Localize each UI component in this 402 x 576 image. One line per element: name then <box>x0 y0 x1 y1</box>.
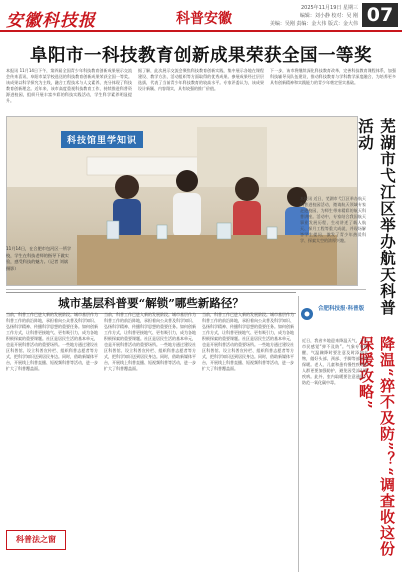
column-rule <box>298 296 299 572</box>
editor-line: 编辑：刘小静 校对：吴 刚 <box>299 13 358 19</box>
column-label: 科普法之窗 <box>16 535 56 544</box>
sub-headline: 城市基层科普要“解锁”哪些新路径？ <box>6 292 296 314</box>
page-number: 07 <box>362 3 398 27</box>
side-article-body: 本报讯 近日，芜湖市弋江区举办航天科普进校园活动，邀请航天领域专家走进校园，为师生带来精彩的航天科普讲座。活动中，专家结合我国航天事业发展历程，生动讲述了载人航天、探月工程等重大成就，并现场解答学生提问，激发了青少年热爱科学、探索太空的浓厚兴趣。 <box>300 196 366 243</box>
red-article-title: 降温“猝不及防”？“调查收这份保暖攻略” <box>357 336 396 557</box>
main-article-col-3: 下一步，该市将继续深化科技教育改革，完善科技教育课程体系，加强科技辅导员队伍建设，推动科技教育与学科教学深度融合，为培养更多具有创新精神和实践能力的青少年奠定坚实基础。 <box>270 68 396 85</box>
issue-date: 2025年11月19日 星期三 <box>300 5 358 11</box>
main-article-col-2: 据了解，此次展示交流会聚焦科技教育创新实践，集中展示各地在课程建设、教学方法、活动组织等方面取得的优秀成果。参展成果经过层层选拔，代表了当前青少年科技教育的较高水平。专家评委认为，该成果设计新颖、内容翔实，具有较强的推广价值。 <box>138 68 264 91</box>
masthead <box>0 0 402 32</box>
logo-icon <box>300 307 314 321</box>
section-title: 科普安徽 <box>176 11 232 27</box>
bottom-article-col-1: 当前，科普工作已进入新的发展阶段。城市基层作为科普工作的前沿阵地，承担着向公众普及科学知识、弘扬科学精神、传播科学思想的重要任务。如何创新工作方式，让科普更接地气、更有吸引力，成为各地积极探索的重要课题。社区是居民生活的基本单元，也是开展科普活动的重要场所。一些地方通过建设社区科普馆、设立科普宣传栏、组织科普志愿者等方式，把科学知识送到居民身边。同时，借助新媒体平台，开展线上科普直播、短视频科普等活动，进一步扩大了科普覆盖面。 <box>6 312 98 371</box>
side-article-title: 芜湖市弋江区举办航天科普活动 <box>356 118 397 316</box>
main-article-col-1: 本报讯 11月14日下午，第四届全国青少年科技教育创新成果展示交流会传来喜讯，阜阳市某学校选送的科技教育创新成果荣获全国一等奖。该成果以科学探究为主线，融合工程技术与人文素养，充分体现了科技教育创新理念。近年来，该市高度重视科技教育工作，持续推进科普资源进校园，组织开展丰富多彩的科技实践活动，学生科学素养明显提升。 <box>6 68 132 103</box>
section-divider <box>6 289 366 290</box>
newspaper-logo: 安徽科技报 <box>6 11 96 31</box>
column-label-box <box>6 530 66 550</box>
red-article-body: 近日，我省多地迎来降温天气，不少市民感觉“猝不及防”。气象专家提醒，气温骤降时要注意及时添加衣物，做好头部、颈部、手脚等部位的保暖。老人、儿童和患有慢性疾病的人群更要加强防护，避免因受凉引发疾病。此外，室内取暖要注意通风，防范一氧化碳中毒。 <box>302 338 368 385</box>
photo-caption: 11月14日，在合肥市包河区一所学校，学生在科技老师的指导下做实验，感受科技的魅力。（记者 刘斌 摄影） <box>6 246 72 271</box>
design-line: 美编：吴刚 责编：金大伟 版式：金大伟 <box>269 21 358 27</box>
main-headline: 阜阳市一科技教育创新成果荣获全国一等奖 <box>30 46 372 66</box>
photo-banner: 科技馆里学知识 <box>61 131 143 148</box>
logo-badge-text: 合肥科技报·科普版 <box>318 306 365 312</box>
bottom-article-col-2: 当前，科普工作已进入新的发展阶段。城市基层作为科普工作的前沿阵地，承担着向公众普及科学知识、弘扬科学精神、传播科学思想的重要任务。如何创新工作方式，让科普更接地气、更有吸引力，成为各地积极探索的重要课题。社区是居民生活的基本单元，也是开展科普活动的重要场所。一些地方通过建设社区科普馆、设立科普宣传栏、组织科普志愿者等方式，把科学知识送到居民身边。同时，借助新媒体平台，开展线上科普直播、短视频科普等活动，进一步扩大了科普覆盖面。 <box>104 312 196 371</box>
bottom-article-col-3: 当前，科普工作已进入新的发展阶段。城市基层作为科普工作的前沿阵地，承担着向公众普及科学知识、弘扬科学精神、传播科学思想的重要任务。如何创新工作方式，让科普更接地气、更有吸引力，成为各地积极探索的重要课题。社区是居民生活的基本单元，也是开展科普活动的重要场所。一些地方通过建设社区科普馆、设立科普宣传栏、组织科普志愿者等方式，把科学知识送到居民身边。同时，借助新媒体平台，开展线上科普直播、短视频科普等活动，进一步扩大了科普覆盖面。 <box>202 312 294 371</box>
issue-meta <box>270 4 358 28</box>
